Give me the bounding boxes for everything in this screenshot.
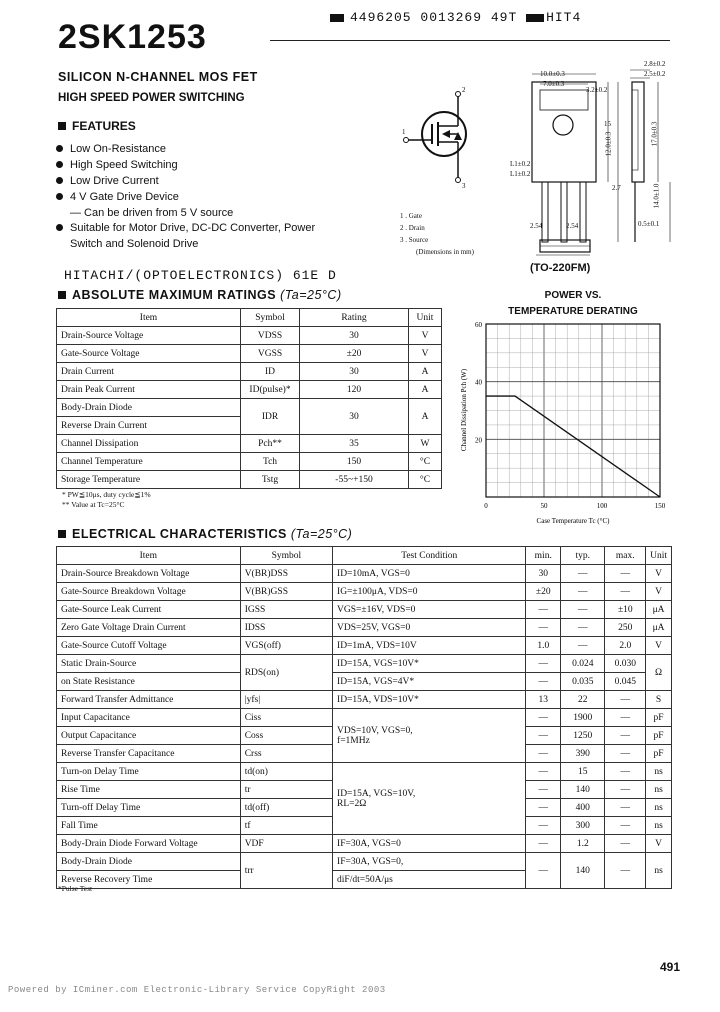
- pin-1-label: 1: [402, 128, 406, 136]
- pin-legend-source: 3 . Source: [400, 236, 429, 244]
- table-row: Static Drain-Source RDS(on) ID=15A, VGS=10V* — 0.024 0.030 Ω: [57, 655, 672, 673]
- table-row: Drain-Source Voltage VDSS 30 V: [57, 327, 442, 345]
- dim-label: 17.0±0.3: [650, 121, 659, 147]
- header-mark-2: [526, 14, 544, 22]
- col-header: Symbol: [240, 547, 332, 565]
- pin-2-label: 2: [462, 86, 466, 94]
- pulse-note: *Pulse Test: [58, 884, 93, 893]
- y-tick-label: 60: [475, 321, 482, 329]
- manufacturer-line: HITACHI/(OPTOELECTRONICS) 61E D: [64, 268, 337, 283]
- table-row: Drain-Source Breakdown Voltage V(BR)DSS ID=10mA, VGS=0 30 — — V: [57, 565, 672, 583]
- package-end-view-icon: [536, 238, 596, 256]
- code-c: 49T: [490, 10, 518, 25]
- derating-chart: [448, 318, 678, 533]
- dim-label: 10.0±0.3: [540, 70, 565, 78]
- dimension-note: (Dimensions in mm): [416, 248, 474, 256]
- series-line: [486, 396, 660, 497]
- col-header: Item: [57, 547, 241, 565]
- table-row: Channel Dissipation Pch** 35 W: [57, 435, 442, 453]
- dim-label: L1±0.2: [510, 160, 531, 168]
- square-bullet-icon: [58, 530, 66, 538]
- elec-heading: ELECTRICAL CHARACTERISTICS (Ta=25°C): [58, 527, 352, 541]
- bullet-icon: [56, 224, 63, 231]
- dim-label: 14.0±1.0: [652, 183, 661, 209]
- feature-item: 4 V Gate Drive Device: [56, 191, 179, 203]
- col-header: Item: [57, 309, 241, 327]
- dim-label: L1±0.2: [510, 170, 531, 178]
- mosfet-symbol-icon: [398, 82, 478, 192]
- code-a: 4496205: [350, 10, 412, 25]
- table-row: Gate-Source Leak Current IGSS VGS=±16V, VDS=0 — — ±10 μA: [57, 601, 672, 619]
- table-row: Reverse Transfer Capacitance Crss — 390 — pF: [57, 745, 672, 763]
- dim-label: 3.2±0.2: [586, 86, 608, 94]
- table-row: Rise Time tr — 140 — ns: [57, 781, 672, 799]
- header-mark: [330, 14, 344, 22]
- abs-note-1: * PW≦10μs, duty cycle≦1%: [62, 490, 151, 499]
- feature-item: Low Drive Current: [56, 175, 159, 187]
- table-row: Turn-on Delay Time td(on) ID=15A, VGS=10V, RL=2Ω — 15 — ns: [57, 763, 672, 781]
- col-header: max.: [605, 547, 646, 565]
- table-row: Turn-off Delay Time td(off) — 400 — ns: [57, 799, 672, 817]
- table-row: Gate-Source Breakdown Voltage V(BR)GSS IG=±100μA, VDS=0 ±20 — — V: [57, 583, 672, 601]
- table-row: on State Resistance ID=15A, VGS=4V* — 0.035 0.045: [57, 673, 672, 691]
- pin-legend-drain: 2 . Drain: [400, 224, 425, 232]
- dim-label: 15: [604, 120, 611, 128]
- col-header: Unit: [409, 309, 442, 327]
- dim-label: 2.8±0.2: [644, 60, 666, 68]
- table-row: Drain Peak Current ID(pulse)* 120 A: [57, 381, 442, 399]
- abs-max-table: [56, 308, 442, 489]
- abs-max-heading: ABSOLUTE MAXIMUM RATINGS (Ta=25°C): [58, 288, 342, 302]
- chart-title-2: TEMPERATURE DERATING: [508, 306, 638, 317]
- bullet-icon: [56, 177, 63, 184]
- table-row: Forward Transfer Admittance |yfs| ID=15A, VDS=10V* 13 22 — S: [57, 691, 672, 709]
- y-tick-label: 40: [475, 378, 482, 387]
- table-row: Reverse Recovery Time diF/dt=50A/μs: [57, 871, 672, 889]
- dim-label: 2.7: [612, 184, 621, 192]
- feature-item: Suitable for Motor Drive, DC-DC Converter, Power: [56, 222, 315, 234]
- col-header: typ.: [561, 547, 605, 565]
- col-header: Rating: [300, 309, 409, 327]
- table-header-row: [57, 309, 442, 327]
- feature-subitem: — Can be driven from 5 V source: [70, 207, 234, 219]
- feature-item-cont: Switch and Solenoid Drive: [70, 238, 199, 250]
- table-row: Storage Temperature Tstg -55~+150 °C: [57, 471, 442, 489]
- table-row: Reverse Drain Current: [57, 417, 442, 435]
- table-row: Gate-Source Cutoff Voltage VGS(off) ID=1mA, VDS=10V 1.0 — 2.0 V: [57, 637, 672, 655]
- col-header: Unit: [646, 547, 672, 565]
- feature-item: High Speed Switching: [56, 159, 178, 171]
- x-tick-label: 100: [596, 502, 608, 510]
- dim-label: 12.0±0.3: [604, 131, 613, 157]
- y-tick-label: 20: [475, 436, 482, 445]
- bullet-icon: [56, 193, 63, 200]
- x-tick-label: 50: [540, 502, 548, 510]
- table-row: Output Capacitance Coss — 1250 — pF: [57, 727, 672, 745]
- dim-label: 2.54: [530, 222, 543, 230]
- x-tick-label: 150: [654, 502, 666, 510]
- table-row: Zero Gate Voltage Drain Current IDSS VDS=25V, VGS=0 — — 250 μA: [57, 619, 672, 637]
- dim-label: 0.5±0.1: [638, 220, 660, 228]
- y-axis-label: Channel Dissipation Pch (W): [460, 368, 468, 452]
- square-bullet-icon: [58, 291, 66, 299]
- code-b: 0013269: [420, 10, 483, 25]
- abs-note-2: ** Value at Tc=25°C: [62, 500, 125, 509]
- table-row: Body-Drain Diode Forward Voltage VDF IF=30A, VGS=0 — 1.2 — V: [57, 835, 672, 853]
- col-header: Test Condition: [333, 547, 526, 565]
- header-codes: [330, 10, 581, 25]
- header-rule: [270, 40, 670, 41]
- x-axis-label: Case Temperature Tc (°C): [536, 517, 610, 525]
- table-row: Channel Temperature Tch 150 °C: [57, 453, 442, 471]
- subtitle-2: HIGH SPEED POWER SWITCHING: [58, 92, 245, 104]
- table-row: Input Capacitance Ciss VDS=10V, VGS=0, f=1MHz — 1900 — pF: [57, 709, 672, 727]
- package-name: (TO-220FM): [530, 262, 591, 274]
- bullet-icon: [56, 145, 63, 152]
- part-number-title: 2SK1253: [58, 18, 207, 56]
- pin-legend-gate: 1 . Gate: [400, 212, 422, 220]
- bullet-icon: [56, 161, 63, 168]
- dim-label: 7.0±0.3: [543, 80, 565, 88]
- feature-item: Low On-Resistance: [56, 143, 166, 155]
- table-row: Body-Drain Diode trr IF=30A, VGS=0, — 140 — ns: [57, 853, 672, 871]
- table-row: Drain Current ID 30 A: [57, 363, 442, 381]
- page-number: 491: [660, 960, 681, 974]
- subtitle: SILICON N-CHANNEL MOS FET: [58, 70, 258, 84]
- pin-3-label: 3: [462, 182, 466, 190]
- dim-label: 2.54: [566, 222, 579, 230]
- footer-watermark: Powered by ICminer.com Electronic-Library Service CopyRight 2003: [8, 985, 386, 995]
- code-d: HIT4: [546, 10, 582, 25]
- col-header: Symbol: [241, 309, 300, 327]
- table-header-row: [57, 547, 672, 565]
- chart-title-1: POWER VS.: [544, 290, 602, 301]
- col-header: min.: [526, 547, 561, 565]
- table-row: Gate-Source Voltage VGSS ±20 V: [57, 345, 442, 363]
- square-bullet-icon: [58, 122, 66, 130]
- table-row: Body-Drain Diode IDR 30 A: [57, 399, 442, 417]
- elec-table: [56, 546, 672, 889]
- table-row: Fall Time tf — 300 — ns: [57, 817, 672, 835]
- x-tick-label: 0: [484, 502, 488, 510]
- features-heading: FEATURES: [58, 119, 136, 133]
- dim-label: 2.5±0.2: [644, 70, 666, 78]
